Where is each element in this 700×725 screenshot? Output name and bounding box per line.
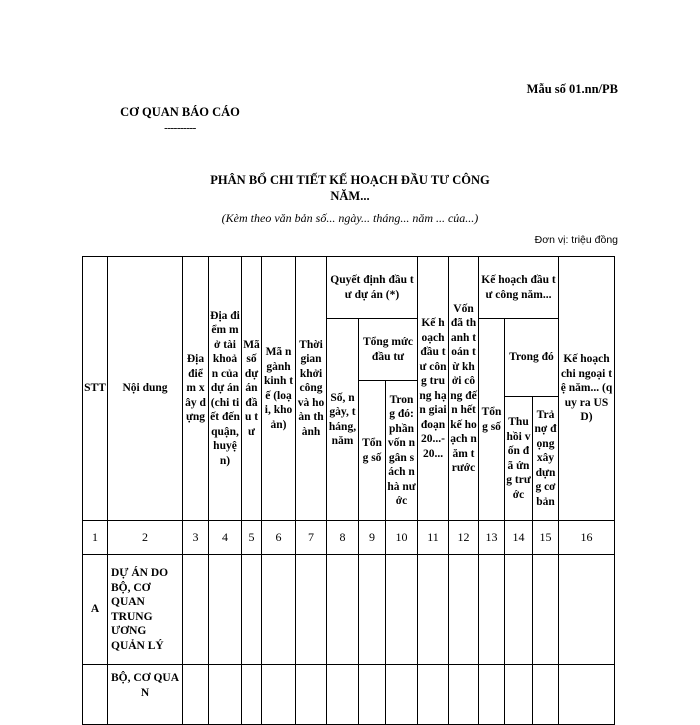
header-ma-nganh-kinh-te: Mã ngành kinh tế (loại, khoản) (262, 257, 296, 521)
table-cell (559, 555, 615, 665)
col-number: 6 (262, 521, 296, 555)
header-tong-muc-dau-tu: Tổng mức đầu tư (359, 319, 418, 381)
header-stt: STT (83, 257, 108, 521)
header-tra-no-xdcb: Trả nợ đọng xây dựng cơ bản (533, 397, 559, 521)
row-noi-dung: BỘ, CƠ QUAN (108, 665, 183, 725)
reporting-agency: CƠ QUAN BÁO CÁO (120, 105, 240, 119)
col-number: 1 (83, 521, 108, 555)
table-cell (296, 665, 327, 725)
title-line-1: PHÂN BỔ CHI TIẾT KẾ HOẠCH ĐẦU TƯ CÔNG (210, 173, 490, 187)
header-trong-do-b: Trong đó (505, 319, 559, 397)
title-line-2: NĂM... (330, 189, 370, 203)
table-cell (449, 665, 479, 725)
table-cell (242, 665, 262, 725)
table-cell (533, 665, 559, 725)
header-ke-hoach-ngoai-te: Kế hoạch chi ngoại tệ năm... (quy ra USD) (559, 257, 615, 521)
col-number: 7 (296, 521, 327, 555)
agency-underline: ---------- (164, 122, 196, 134)
col-number: 10 (386, 521, 418, 555)
table-cell (262, 665, 296, 725)
allocation-table (82, 256, 615, 725)
table-cell (183, 555, 209, 665)
table-cell (209, 555, 242, 665)
header-noi-dung: Nội dung (108, 257, 183, 521)
table-cell (505, 555, 533, 665)
table-cell (262, 555, 296, 665)
table-cell (505, 665, 533, 725)
header-so-ngay-thang-nam: Số, ngày, tháng, năm (327, 319, 359, 521)
row-noi-dung: DỰ ÁN DO BỘ, CƠ QUAN TRUNG ƯƠNG QUẢN LÝ (108, 555, 183, 665)
header-tong-so-a: Tổng số (359, 381, 386, 521)
col-number: 5 (242, 521, 262, 555)
form-number: Mẫu số 01.nn/PB (526, 82, 618, 96)
row-stt: A (83, 555, 108, 665)
table-cell (386, 555, 418, 665)
table-cell (533, 555, 559, 665)
col-number: 14 (505, 521, 533, 555)
table-cell (479, 555, 505, 665)
table-cell (418, 555, 449, 665)
table-cell (449, 555, 479, 665)
table-cell (327, 665, 359, 725)
table-cell (296, 555, 327, 665)
col-number: 9 (359, 521, 386, 555)
header-tong-so-b: Tổng số (479, 319, 505, 521)
table-cell (386, 665, 418, 725)
header-dia-diem-mo-tai-khoan: Địa điểm mở tài khoản của dự án (chi tiết đến quận, huyện) (209, 257, 242, 521)
header-ma-so-du-an: Mã số dự án đầu tư (242, 257, 262, 521)
table-cell (418, 665, 449, 725)
header-von-da-thanh-toan: Vốn đã thanh toán từ khởi công đến hết kế hoạch năm trước (449, 257, 479, 521)
col-number: 13 (479, 521, 505, 555)
document-title (160, 172, 540, 204)
table-cell (559, 665, 615, 725)
col-number: 4 (209, 521, 242, 555)
row-stt (83, 665, 108, 725)
table-cell (359, 555, 386, 665)
header-trong-do-nsnn: Trong đó: phần vốn ngân sách nhà nước (386, 381, 418, 521)
table-cell (242, 555, 262, 665)
header-ke-hoach-trung-han: Kế hoạch đầu tư công trung hạn giai đoạn 20...-20... (418, 257, 449, 521)
table-cell (183, 665, 209, 725)
document-subtitle: (Kèm theo văn bản số... ngày... tháng... năm ... của...) (221, 211, 479, 225)
col-number: 8 (327, 521, 359, 555)
col-number: 11 (418, 521, 449, 555)
header-thu-hoi-von: Thu hồi vốn đã ứng trước (505, 397, 533, 521)
col-number: 12 (449, 521, 479, 555)
col-number: 16 (559, 521, 615, 555)
col-number: 15 (533, 521, 559, 555)
header-quyet-dinh-dau-tu: Quyết định đầu tư dự án (*) (327, 257, 418, 319)
table-cell (209, 665, 242, 725)
header-dia-diem-xay-dung: Địa điểm xây dựng (183, 257, 209, 521)
table-cell (327, 555, 359, 665)
header-thoi-gian: Thời gian khởi công và hoàn thành (296, 257, 327, 521)
header-ke-hoach-dau-tu-nam: Kế hoạch đầu tư công năm... (479, 257, 559, 319)
table-cell (479, 665, 505, 725)
table-cell (359, 665, 386, 725)
col-number: 2 (108, 521, 183, 555)
col-number: 3 (183, 521, 209, 555)
unit-label: Đơn vị: triệu đồng (534, 234, 618, 246)
